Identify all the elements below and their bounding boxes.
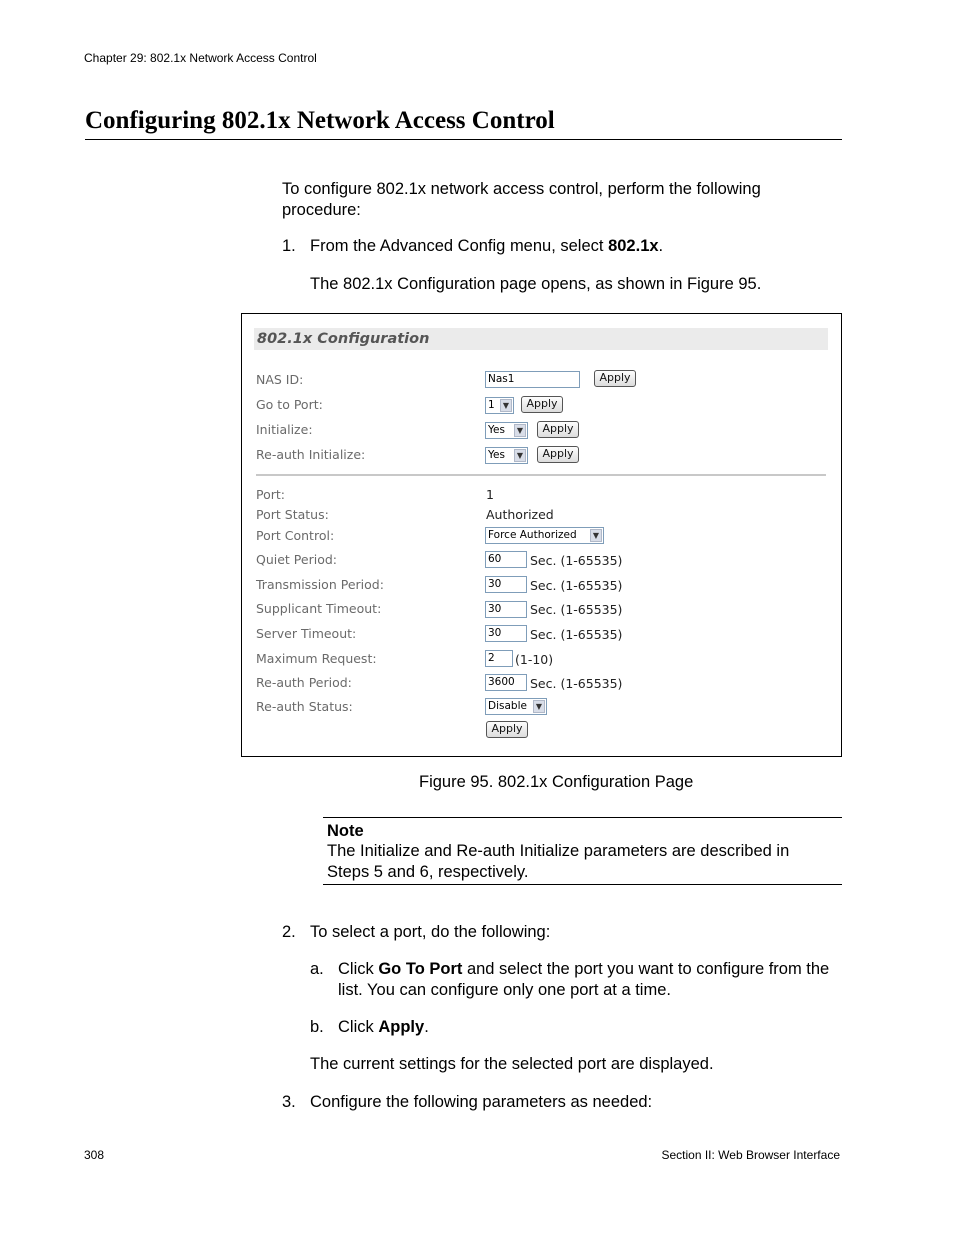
transmission-period-range: Sec. (1-65535) xyxy=(530,578,623,593)
step-2b-post: . xyxy=(424,1018,429,1036)
reauth-status-label: Re-auth Status: xyxy=(256,699,353,714)
step-1-text xyxy=(310,236,663,257)
reauth-status-select[interactable] xyxy=(485,698,547,715)
note-top-rule xyxy=(323,817,842,818)
step-2-result: The current settings for the selected port are displayed. xyxy=(310,1055,714,1073)
initialize-value: Yes xyxy=(488,424,505,436)
step-1-text-end: . xyxy=(658,237,664,255)
port-status-label: Port Status: xyxy=(256,507,329,522)
chevron-down-icon: ▼ xyxy=(533,700,545,713)
nas-id-apply-button[interactable]: Apply xyxy=(594,370,636,387)
reauth-initialize-value: Yes xyxy=(488,449,505,461)
initialize-select[interactable] xyxy=(485,422,528,439)
chevron-down-icon: ▼ xyxy=(500,399,512,412)
transmission-period-label: Transmission Period: xyxy=(256,577,384,592)
quiet-period-label: Quiet Period: xyxy=(256,552,337,567)
transmission-period-field[interactable]: 30 xyxy=(485,576,527,593)
step-1-result: The 802.1x Configuration page opens, as shown in Figure 95. xyxy=(310,275,762,293)
step-1-menu-item: 802.1x xyxy=(608,237,659,255)
reauth-status-value: Disable xyxy=(488,700,527,712)
server-timeout-field[interactable]: 30 xyxy=(485,625,527,642)
step-2a-post: and select the port you want to configure from the list. You can configure only one port at a time. xyxy=(338,960,830,999)
quiet-period-range: Sec. (1-65535) xyxy=(530,553,623,568)
reauth-period-range: Sec. (1-65535) xyxy=(530,676,623,691)
step-3-number: 3. xyxy=(282,1093,296,1111)
server-timeout-label: Server Timeout: xyxy=(256,626,357,641)
initialize-label: Initialize: xyxy=(256,422,313,437)
quiet-period-field[interactable]: 60 xyxy=(485,551,527,568)
supplicant-timeout-range: Sec. (1-65535) xyxy=(530,602,623,617)
note-title: Note xyxy=(327,822,364,840)
step-2a-bold: Go To Port xyxy=(378,960,463,978)
goto-port-label: Go to Port: xyxy=(256,397,323,412)
supplicant-timeout-field[interactable]: 30 xyxy=(485,601,527,618)
reauth-initialize-select[interactable] xyxy=(485,447,528,464)
figure-divider xyxy=(256,474,826,476)
supplicant-timeout-label: Supplicant Timeout: xyxy=(256,601,382,616)
step-2a-pre: Click xyxy=(338,960,379,978)
section-title: Configuring 802.1x Network Access Control xyxy=(85,107,555,134)
reauth-initialize-label: Re-auth Initialize: xyxy=(256,447,366,462)
page-number: 308 xyxy=(84,1148,105,1162)
settings-apply-button[interactable]: Apply xyxy=(486,721,528,738)
goto-port-select[interactable] xyxy=(485,397,514,414)
initialize-apply-button[interactable]: Apply xyxy=(537,421,579,438)
maximum-request-range: (1-10) xyxy=(515,652,554,667)
reauth-period-label: Re-auth Period: xyxy=(256,675,352,690)
reauth-period-field[interactable]: 3600 xyxy=(485,674,527,691)
intro-paragraph: To configure 802.1x network access control, perform the following procedure: xyxy=(282,180,761,219)
port-value: 1 xyxy=(486,487,494,502)
step-1-text-main: From the Advanced Config menu, select xyxy=(310,237,609,255)
step-2-text: To select a port, do the following: xyxy=(310,923,551,941)
nas-id-label: NAS ID: xyxy=(256,372,304,387)
config-page-heading: 802.1x Configuration xyxy=(254,328,828,350)
figure-caption: Figure 95. 802.1x Configuration Page xyxy=(419,773,694,791)
port-label: Port: xyxy=(256,487,285,502)
step-2a-text xyxy=(338,959,833,1001)
step-2-number: 2. xyxy=(282,923,296,941)
port-control-select[interactable] xyxy=(485,527,604,544)
port-control-value: Force Authorized xyxy=(488,529,577,541)
note-text: The Initialize and Re-auth Initialize parameters are described in Steps 5 and 6, respectively. xyxy=(327,842,790,881)
step-2a-letter: a. xyxy=(310,960,324,978)
maximum-request-field[interactable]: 2 xyxy=(485,650,513,667)
chevron-down-icon: ▼ xyxy=(590,529,602,542)
chevron-down-icon: ▼ xyxy=(514,449,526,462)
reauth-initialize-apply-button[interactable]: Apply xyxy=(537,446,579,463)
chevron-down-icon: ▼ xyxy=(514,424,526,437)
step-3-text: Configure the following parameters as needed: xyxy=(310,1093,653,1111)
goto-port-value: 1 xyxy=(488,399,495,411)
step-2b-bold: Apply xyxy=(378,1018,425,1036)
running-header: Chapter 29: 802.1x Network Access Control xyxy=(84,51,317,65)
figure-95-screenshot xyxy=(241,313,842,757)
maximum-request-label: Maximum Request: xyxy=(256,651,377,666)
port-control-label: Port Control: xyxy=(256,528,335,543)
step-2b-letter: b. xyxy=(310,1018,324,1036)
goto-port-apply-button[interactable]: Apply xyxy=(521,396,563,413)
step-1-number: 1. xyxy=(282,237,296,255)
step-2b-pre: Click xyxy=(338,1018,379,1036)
server-timeout-range: Sec. (1-65535) xyxy=(530,627,623,642)
nas-id-field[interactable]: Nas1 xyxy=(485,371,580,388)
footer-section: Section II: Web Browser Interface xyxy=(661,1148,840,1162)
title-rule xyxy=(85,139,842,140)
note-bottom-rule xyxy=(323,884,842,885)
step-2b-text xyxy=(338,1017,429,1038)
port-status-value: Authorized xyxy=(486,507,554,522)
